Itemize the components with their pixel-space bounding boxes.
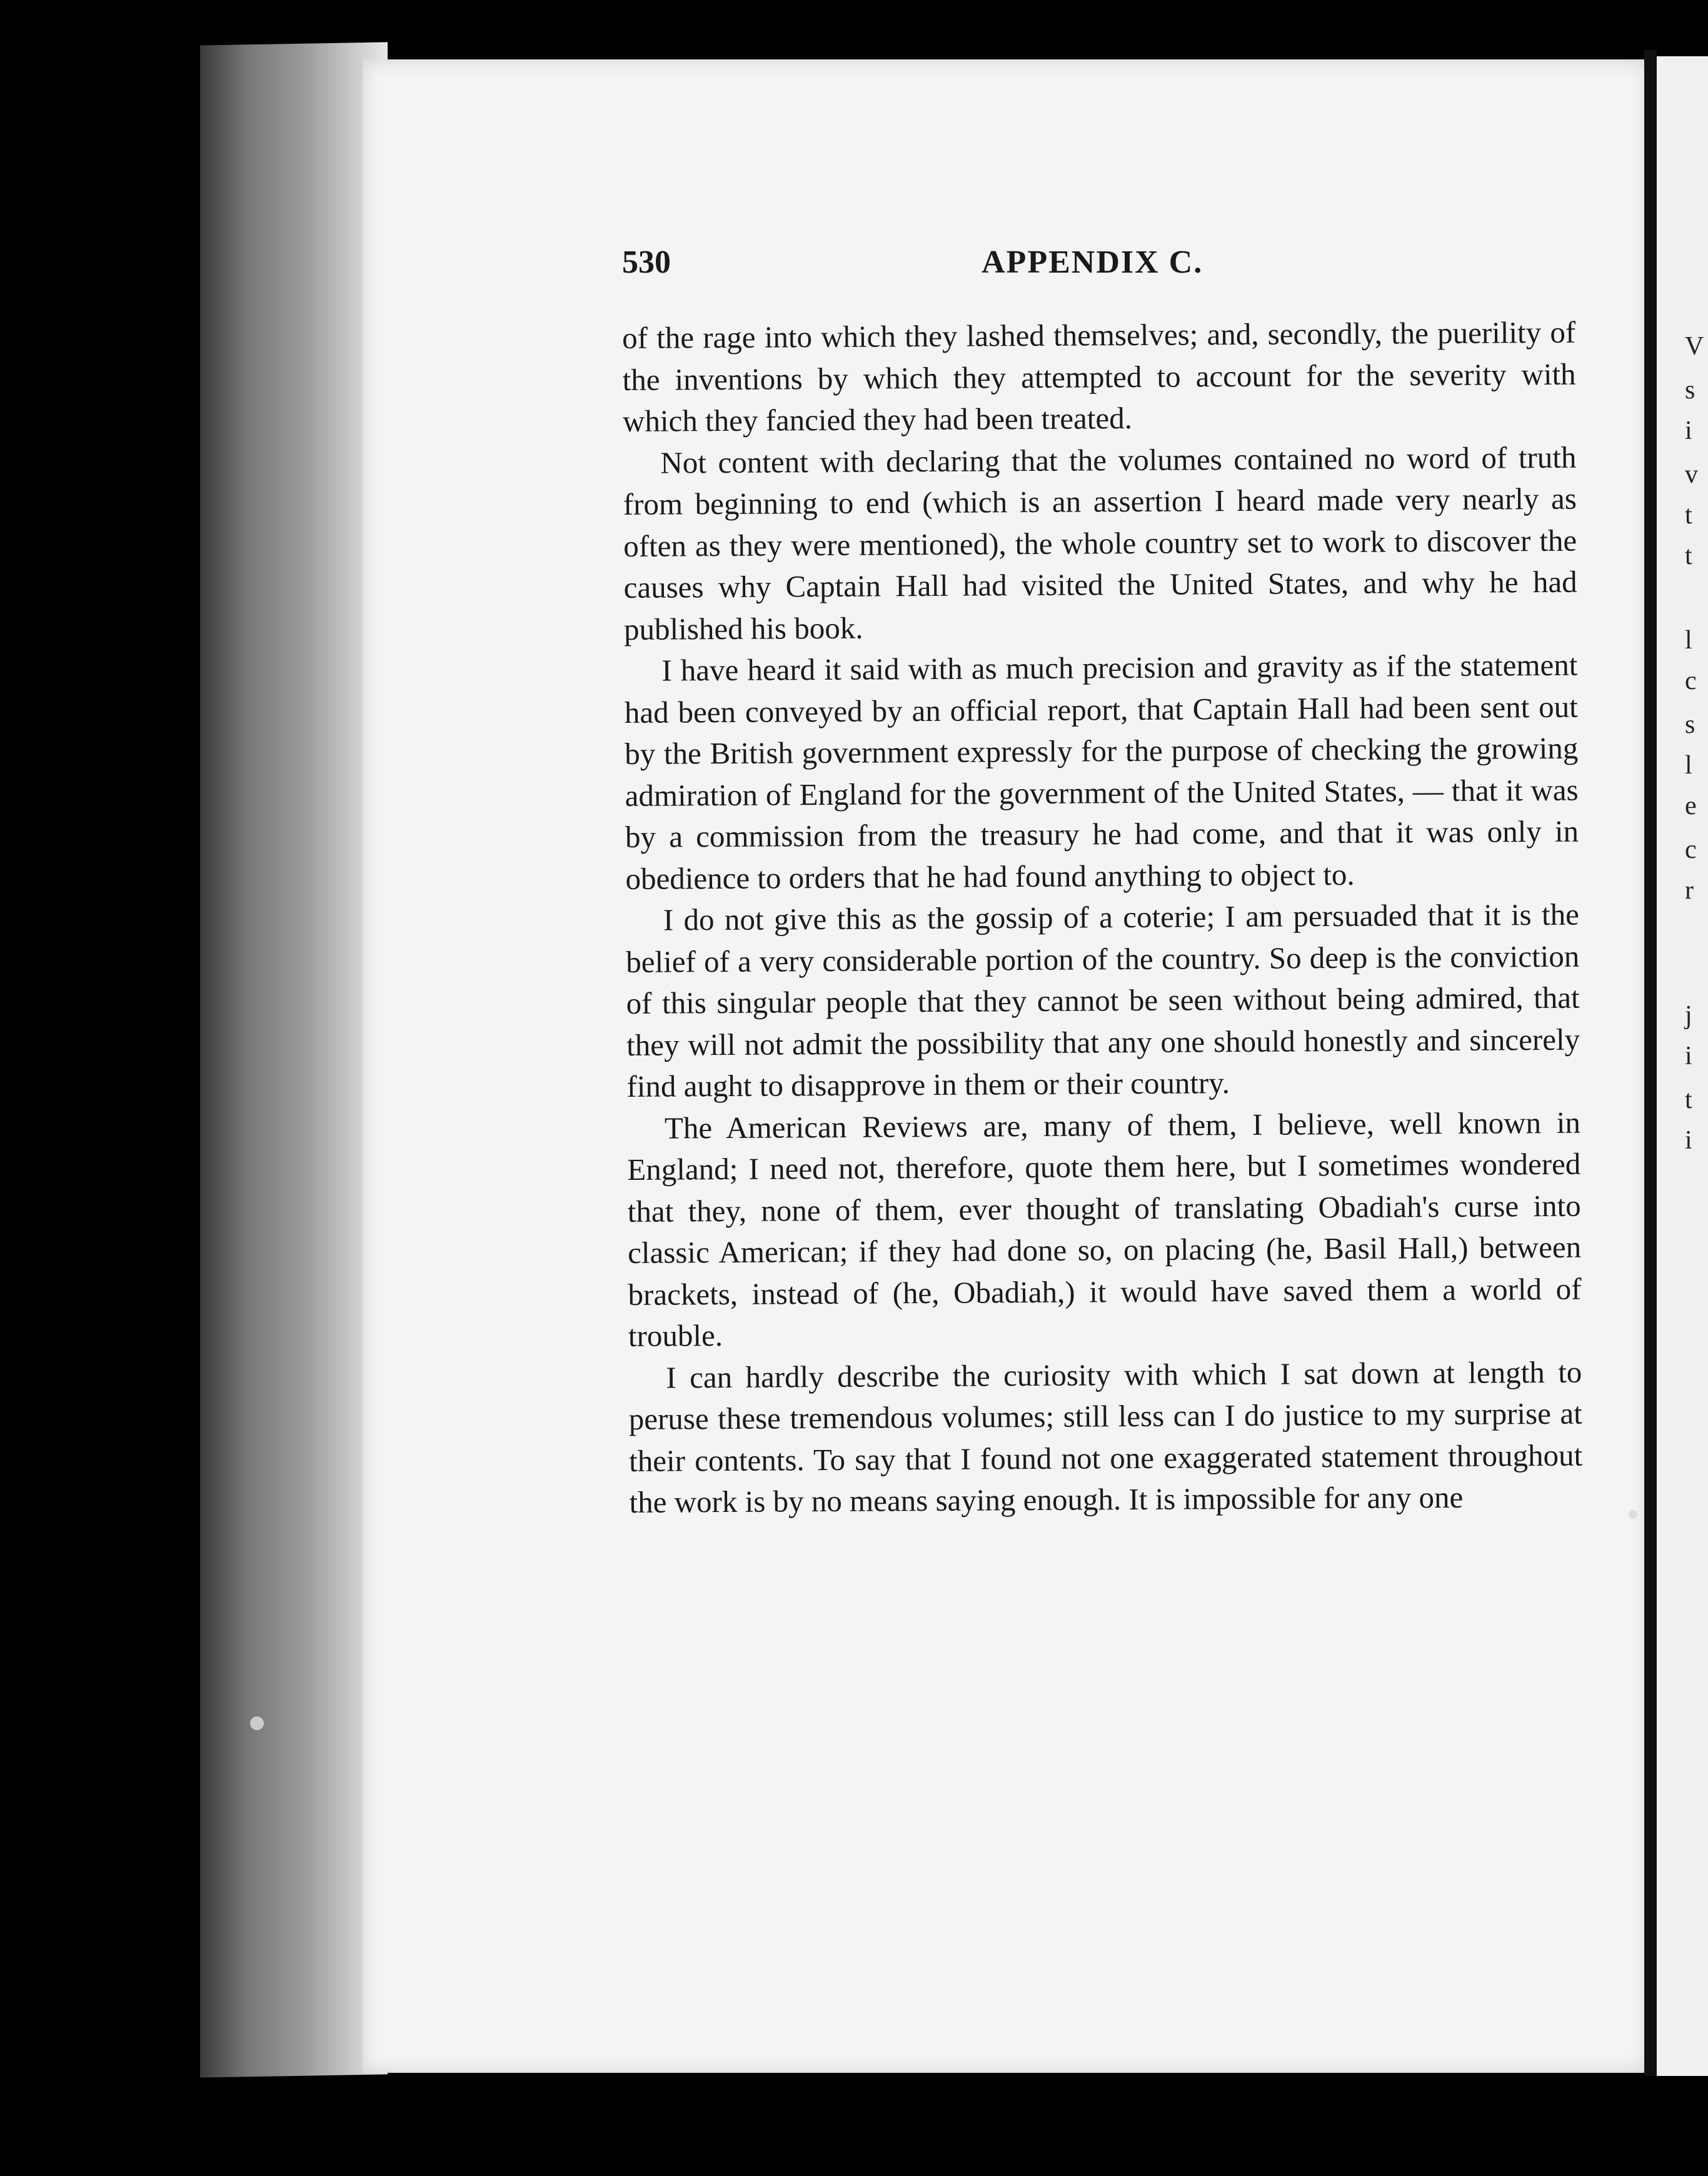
facing-page-fragment: i	[1685, 1042, 1692, 1070]
paragraph: I have heard it said with as much precision and gravity as if the statement had been conveyed by an official report, that Captain Hall had been sent out by the British government expressly for the purpose of checking the growing admiration of England for the government of the United States, — that it was by a commission from the treasury he had come, and that it was only in obedience to orders that he had found anything to object to.	[624, 647, 1579, 896]
facing-page-fragment: r	[1685, 876, 1694, 905]
paragraph: of the rage into which they lashed themselves; and, secondly, the puerility of the inventions by which they attempted to account for the severity with which they fancied they had been treated.	[622, 315, 1576, 438]
book-page-edges	[200, 42, 388, 2077]
page-header	[622, 244, 1572, 281]
page-number: 530	[622, 244, 671, 280]
paper-speck	[250, 1716, 264, 1730]
book-gutter	[1644, 50, 1657, 2076]
facing-page-fragment: l	[1685, 751, 1692, 780]
facing-page-fragment: e	[1685, 792, 1697, 820]
body-text	[622, 312, 1583, 1524]
paragraph: Not content with declaring that the volumes contained no word of truth from beginning to end (which is an assertion I heard made very nearly as often as they were mentioned), the whole country set to work to discover the causes why Captain Hall had visited the United States, and why he had published his book.	[623, 440, 1577, 647]
facing-page-fragment: c	[1685, 667, 1697, 695]
facing-page-fragment: i	[1685, 416, 1692, 445]
paper-speck	[1629, 1510, 1637, 1519]
facing-page-fragment: t	[1685, 501, 1692, 530]
facing-page-fragment: s	[1685, 376, 1695, 405]
paragraph: The American Reviews are, many of them, I believe, well known in England; I need not, therefore, quote them here, but I sometimes wondered that they, none of them, ever thought of translating Obadiah's curse into classic American; if they had done so, on placing (he, Basil Hall,) between brackets, instead of (he, Obadiah,) it would have saved them a world of trouble.	[627, 1105, 1582, 1353]
facing-page-fragment: l	[1685, 626, 1692, 655]
facing-page-fragment: v	[1685, 460, 1698, 489]
facing-page-fragment: i	[1685, 1126, 1692, 1155]
paragraph: I do not give this as the gossip of a coterie; I am persuaded that it is the belief of a very considerable portion of the country. So deep is the conviction of this singular people that they cannot be seen without being admired, that they will not admit the possibility that any one should honestly and sincerely find aught to disapprove in them or their country.	[626, 897, 1580, 1104]
facing-page-fragment: V	[1685, 332, 1704, 361]
facing-page-fragment: j	[1685, 1001, 1692, 1030]
facing-page-fragment: t	[1685, 541, 1692, 570]
running-head: APPENDIX C.	[982, 244, 1203, 280]
paragraph: I can hardly describe the curiosity with which I sat down at length to peruse these tremendous volumes; still less can I do justice to my surprise at their contents. To say that I found not one exaggerated statement throughout the work is by no means saying enough. It is impossible for any one	[628, 1354, 1583, 1519]
facing-page-fragment: c	[1685, 835, 1697, 864]
facing-page-fragment: s	[1685, 710, 1695, 739]
facing-page-fragment: t	[1685, 1085, 1692, 1114]
